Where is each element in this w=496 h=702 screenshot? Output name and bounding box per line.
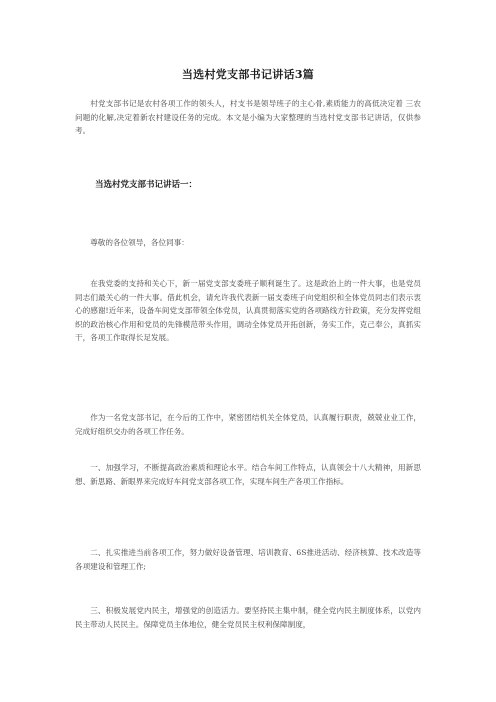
- body-paragraph: 在我党委的支持和关心下，新一届党支部支委班子顺利诞生了。这是政治上的一件大事，也是党员同志们最关心的一件大事。借此机会，请允许我代表新一届支委班子向党组织和全体党员同志们表示衷心的感谢!近年来，设备车间党支部带领全体党员，认真贯彻落实党的各项路线方针政策，充分发挥党组织的政治核心作用和党员的先锋模范带头作用，调动全体党员开拓创新，务实工作，克己奉公，真抓实干，各项工作取得长足发展。: [75, 279, 421, 342]
- document-title: 当选村党支部书记讲话3篇: [181, 68, 315, 81]
- section-heading: 当选村党支部书记讲话一：: [95, 180, 198, 190]
- body-paragraph: 一、加强学习，不断提高政治素质和理论水平。结合车间工作特点，认真领会十八大精神，用新思想、新思路、新眼界来完成好车间党支部各项工作，实现车间生产各项工作指标。: [75, 463, 421, 486]
- body-paragraph: 三、积极发展党内民主，增强党的创造活力。要坚持民主集中制，健全党内民主制度体系，以党内民主带动人民民主。保障党员主体地位，健全党员民主权利保障制度，: [75, 606, 421, 629]
- salutation: 尊敬的各位领导，各位同事：: [90, 238, 189, 247]
- body-paragraph: 作为一名党支部书记，在今后的工作中，紧密团结机关全体党员，认真履行职责，兢兢业业工作，完成好组织交办的各项工作任务。: [75, 413, 421, 436]
- body-paragraph: 二、扎实推进当前各项工作，努力做好设备管理、培训教育、6S推进活动、经济核算、技术改造等各项建设和管理工作;: [75, 548, 421, 571]
- intro-paragraph: 村党支部书记是农村各项工作的领头人，村支书是领导班子的主心骨,素质能力的高低决定着 三农 问题的化解,决定着新农村建设任务的完成。本文是小编为大家整理的当选村党支部书记讲话，仅供参考。: [75, 99, 421, 135]
